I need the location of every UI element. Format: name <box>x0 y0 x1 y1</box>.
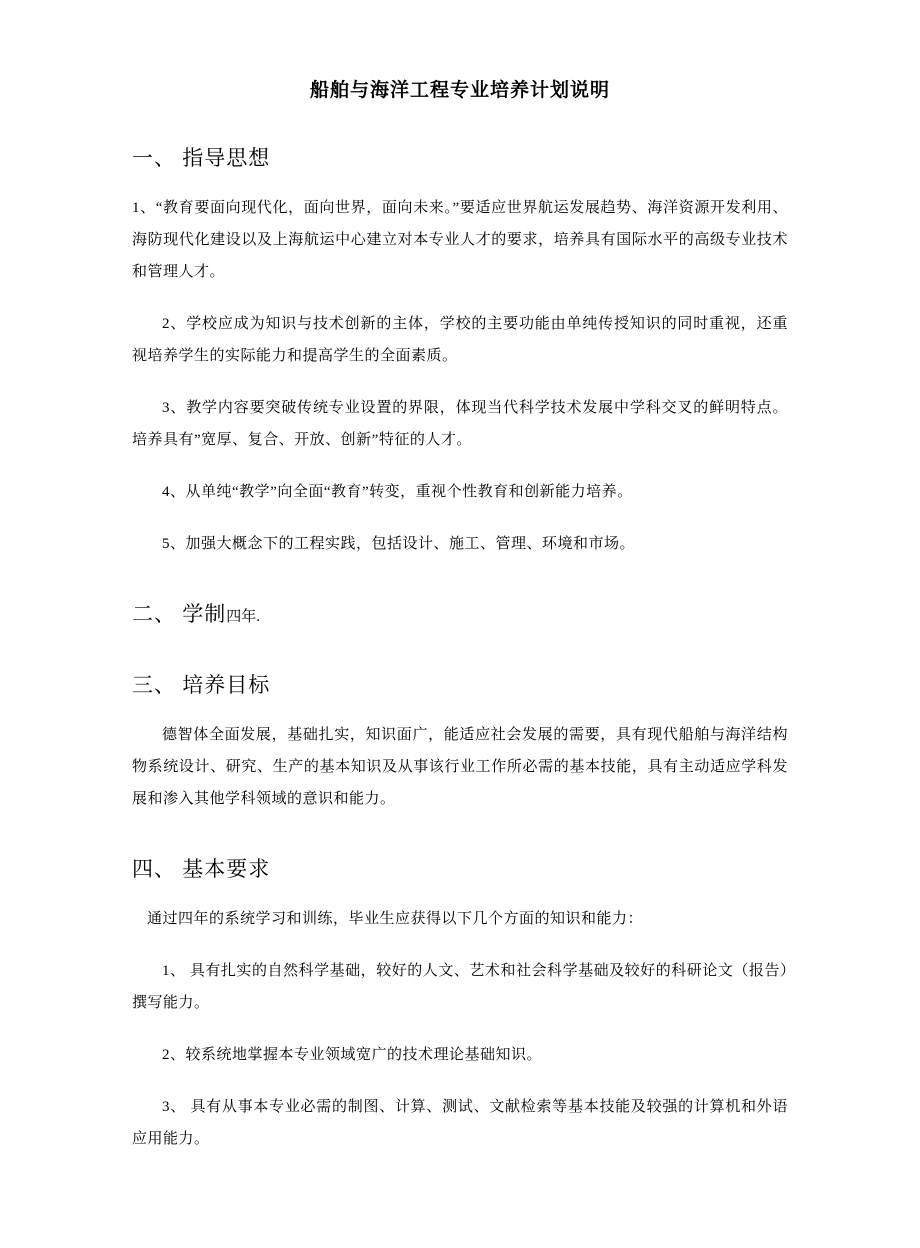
section-heading-duration-label: 二、 学制 <box>132 602 227 626</box>
paragraph: 2、学校应成为知识与技术创新的主体，学校的主要功能由单纯传授知识的同时重视，还重视培养学生的实际能力和提高学生的全面素质。 <box>132 316 788 364</box>
paragraph: 通过四年的系统学习和训练，毕业生应获得以下几个方面的知识和能力： <box>147 911 644 927</box>
document-title: 船舶与海洋工程专业培养计划说明 <box>309 80 610 101</box>
section-heading-duration-value: 四年. <box>226 609 261 625</box>
paragraph: 4、从单纯“教学”向全面“教育”转变，重视个性教育和创新能力培养。 <box>162 484 633 500</box>
section-heading-basic-requirements: 四、 基本要求 <box>132 857 271 881</box>
paragraph: 3、 具有从事本专业必需的制图、计算、测试、文献检索等基本技能及较强的计算机和外语应用能力。 <box>132 1099 788 1147</box>
section-heading-training-objectives: 三、 培养目标 <box>132 673 271 697</box>
paragraph: 2、较系统地掌握本专业领域宽广的技术理论基础知识。 <box>162 1047 543 1063</box>
paragraph: 3、教学内容要突破传统专业设置的界限，体现当代科学技术发展中学科交叉的鲜明特点。培养具有”宽厚、复合、开放、创新”特征的人才。 <box>132 400 788 448</box>
section-heading-duration <box>132 600 788 631</box>
paragraph: 1、 具有扎实的自然科学基础，较好的人文、艺术和社会科学基础及较好的科研论文（报告）撰写能力。 <box>132 963 788 1011</box>
paragraph: 5、加强大概念下的工程实践，包括设计、施工、管理、环境和市场。 <box>162 536 636 552</box>
paragraph: 1、“教育要面向现代化，面向世界，面向未来。”要适应世界航运发展趋势、海洋资源开发利用、海防现代化建设以及上海航运中心建立对本专业人才的要求，培养具有国际水平的高级专业技术和管理人才。 <box>132 200 788 280</box>
section-heading-guiding-ideology: 一、 指导思想 <box>132 146 271 170</box>
paragraph: 德智体全面发展，基础扎实，知识面广，能适应社会发展的需要，具有现代船舶与海洋结构物系统设计、研究、生产的基本知识及从事该行业工作所必需的基本技能，具有主动适应学科发展和渗入其他学科领域的意识和能力。 <box>132 727 788 807</box>
